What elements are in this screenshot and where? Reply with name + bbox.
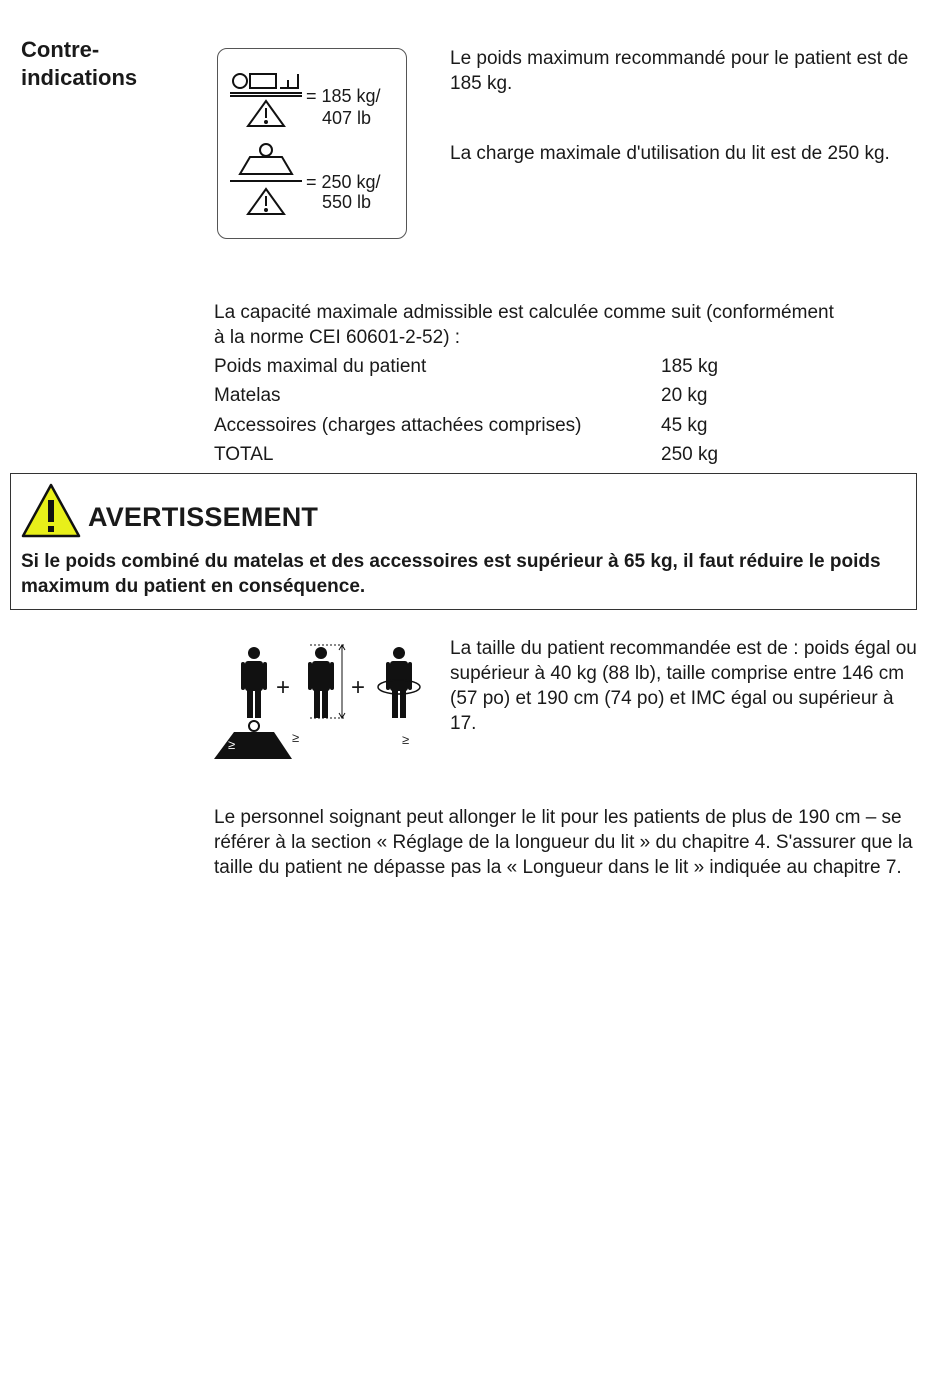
patient-weight-lb: 407 lb [322,108,372,128]
scale-icon [214,721,292,759]
section-title-line1: Contre- [21,37,100,62]
plus-sign: + [351,674,366,701]
person-icon [386,647,412,718]
table-cell-value: 250 kg [661,444,719,466]
max-patient-weight-text: Le poids maximum recommandé pour le patient est de 185 kg. [450,48,909,94]
warning-text: Si le poids combiné du matelas et des accessoires est supérieur à 65 kg, il faut réduire le poids maximum du patient en conséquence. [21,551,881,597]
person-icon [241,647,267,718]
warning-title: AVERTISSEMENT [88,502,319,532]
patient-bed-icon [230,74,302,96]
section-title-line2: indications [21,65,138,90]
ge-symbol: ≥ [402,732,410,747]
person-icon [308,647,334,718]
patient-figures-icon [214,640,429,765]
ge-symbol: ≥ [292,730,300,745]
warning-triangle-icon [248,189,284,214]
patient-weight-kg: = 185 kg/ [306,86,381,106]
weight-limit-label [217,48,407,239]
capacity-table [214,352,718,470]
capacity-intro-text: La capacité maximale admissible est calculée comme suit (conformément à la norme CEI 60601-2-52) : [214,302,834,348]
patient-size-text: La taille du patient recommandée est de : poids égal ou supérieur à 40 kg (88 lb), taille comprise entre 146 cm (57 po) et 190 cm (74 po) et IMC égal ou supérieur à 17. [450,638,917,734]
table-cell-item: Matelas [214,385,281,407]
table-row [214,382,718,412]
plus-sign: + [276,674,291,701]
warning-triangle-icon [20,483,82,539]
table-row [214,411,718,441]
table-cell-value: 185 kg [661,355,719,377]
table-row [214,352,718,382]
ge-symbol: ≥ [228,737,236,752]
warning-triangle-icon [248,101,284,126]
table-cell-item: TOTAL [214,444,274,466]
table-cell-value: 45 kg [661,414,708,436]
bed-extension-text: Le personnel soignant peut allonger le lit pour les patients de plus de 190 cm – se référer à la section « Réglage de la longueur du lit » du chapitre 4. S'assurer que la taille du patient ne dépasse pas la « Longueur dans le lit » indiquée au chapitre 7. [214,807,913,878]
section-title [21,36,181,92]
weight-limit-pictograms [218,49,406,238]
bed-load-icon [230,144,302,181]
bed-load-lb: 550 lb [322,192,372,212]
table-cell-item: Poids maximal du patient [214,355,427,377]
table-cell-value: 20 kg [661,385,708,407]
bed-load-kg: = 250 kg/ [306,172,381,192]
table-cell-item: Accessoires (charges attachées comprises) [214,414,582,436]
patient-size-pictogram [214,640,429,765]
max-bed-load-text: La charge maximale d'utilisation du lit est de 250 kg. [450,143,890,164]
table-row [214,441,718,471]
